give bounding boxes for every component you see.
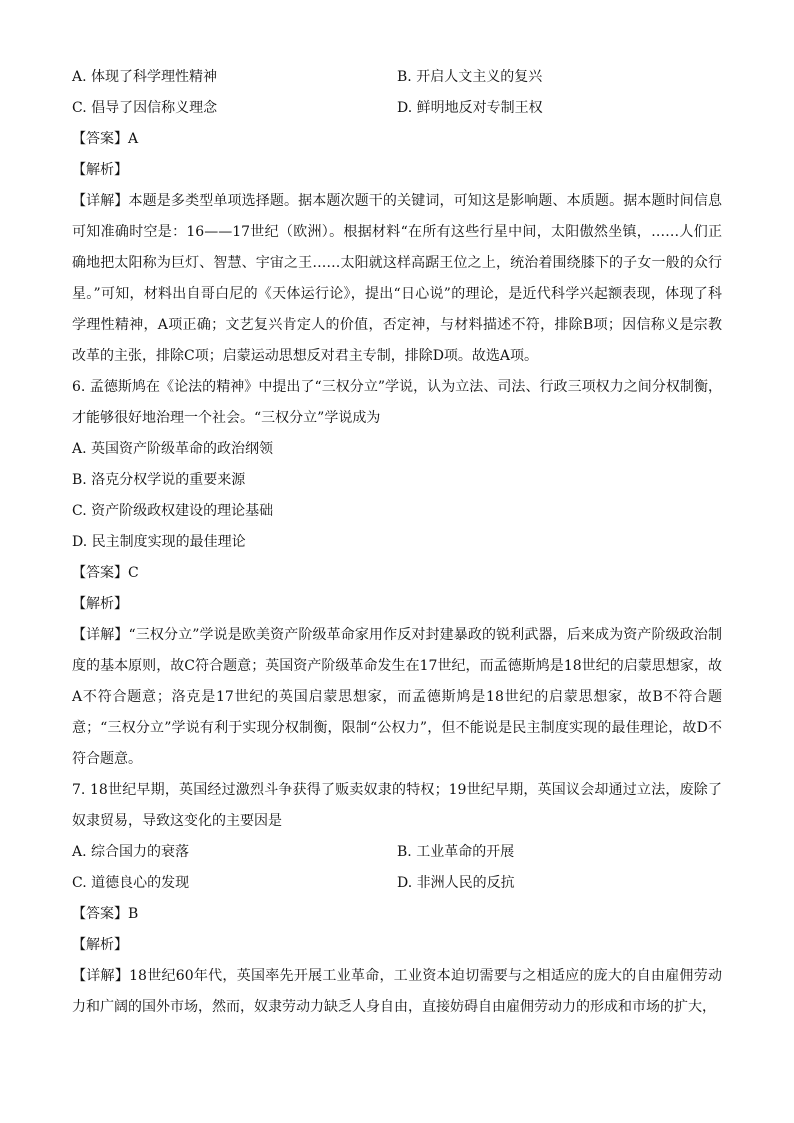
q6-detail: 【详解】“三权分立”学说是欧美资产阶级革命家用作反对封建暴政的锐利武器，后来成为资产阶级政治制度的基本原则，故C符合题意；英国资产阶级革命发生在17世纪，而孟德斯鸠是18世纪的启蒙思想家，故A不符合题意；洛克是17世纪的英国启蒙思想家，而孟德斯鸠是18世纪的启蒙思想家，故B不符合题意；“三权分立”学说有利于实现分权制衡，限制“公权力”，但不能说是民主制度实现的最佳理论，故D不符合题意。 [72,627,722,767]
q7-option-a: A. 综合国力的衰落 [72,844,190,860]
q7-option-d: D. 非洲人民的反抗 [397,875,515,891]
q6-answer: 【答案】C [72,565,139,581]
q5-detail: 【详解】本题是多类型单项选择题。据本题次题干的关键词，可知这是影响题、本质题。据本题时间信息可知准确时空是：16——17世纪（欧洲）。根据材料“在所有这些行星中间，太阳傲然坐镇，……人们正确地把太阳称为巨灯、智慧、宇宙之王……太阳就这样高踞王位之上，统治着围绕膝下的子女一般的众行星。”可知，材料出自哥白尼的《天体运行论》，提出“日心说”的理论，是近代科学兴起额表现，体现了科学理性精神，A项正确；文艺复兴肯定人的价值，否定神，与材料描述不符，排除B项；因信称义是宗教改革的主张，排除C项；启蒙运动思想反对君主专制，排除D项。故选A项。 [72,193,722,364]
q6-option-d: D. 民主制度实现的最佳理论 [72,534,246,550]
q7-answer: 【答案】B [72,906,139,922]
q7-options-row-2 [72,868,722,899]
q5-option-a: A. 体现了科学理性精神 [72,69,218,85]
document-page [72,62,722,1023]
q6-option-c: C. 资产阶级政权建设的理论基础 [72,503,274,519]
q5-option-c: C. 倡导了因信称义理念 [72,100,218,116]
q5-options-row-2 [72,93,722,124]
q7-analysis-heading: 【解析】 [72,937,128,953]
q7-option-b: B. 工业革命的开展 [397,844,515,860]
q7-stem: 7. 18世纪早期，英国经过激烈斗争获得了贩卖奴隶的特权；19世纪早期，英国议会却通过立法，废除了奴隶贸易，导致这变化的主要因是 [72,782,722,829]
q7-detail: 【详解】18世纪60年代，英国率先开展工业革命，工业资本迫切需要与之相适应的庞大的自由雇佣劳动力和广阔的国外市场，然而，奴隶劳动力缺乏人身自由，直接妨碍自由雇佣劳动力的形成和市场的扩大， [72,968,722,1015]
q6-option-b: B. 洛克分权学说的重要来源 [72,472,246,488]
q5-option-b: B. 开启人文主义的复兴 [397,69,543,85]
q5-analysis-heading: 【解析】 [72,162,128,178]
q6-option-a: A. 英国资产阶级革命的政治纲领 [72,441,274,457]
q5-answer: 【答案】A [72,131,139,147]
q5-option-d: D. 鲜明地反对专制王权 [397,100,543,116]
q7-options-row-1 [72,837,722,868]
q5-options-row-1 [72,62,722,93]
q6-analysis-heading: 【解析】 [72,596,128,612]
q7-option-c: C. 道德良心的发现 [72,875,190,891]
q6-stem: 6. 孟德斯鸠在《论法的精神》中提出了“三权分立”学说，认为立法、司法、行政三项权力之间分权制衡，才能够很好地治理一个社会。“三权分立”学说成为 [72,379,722,426]
